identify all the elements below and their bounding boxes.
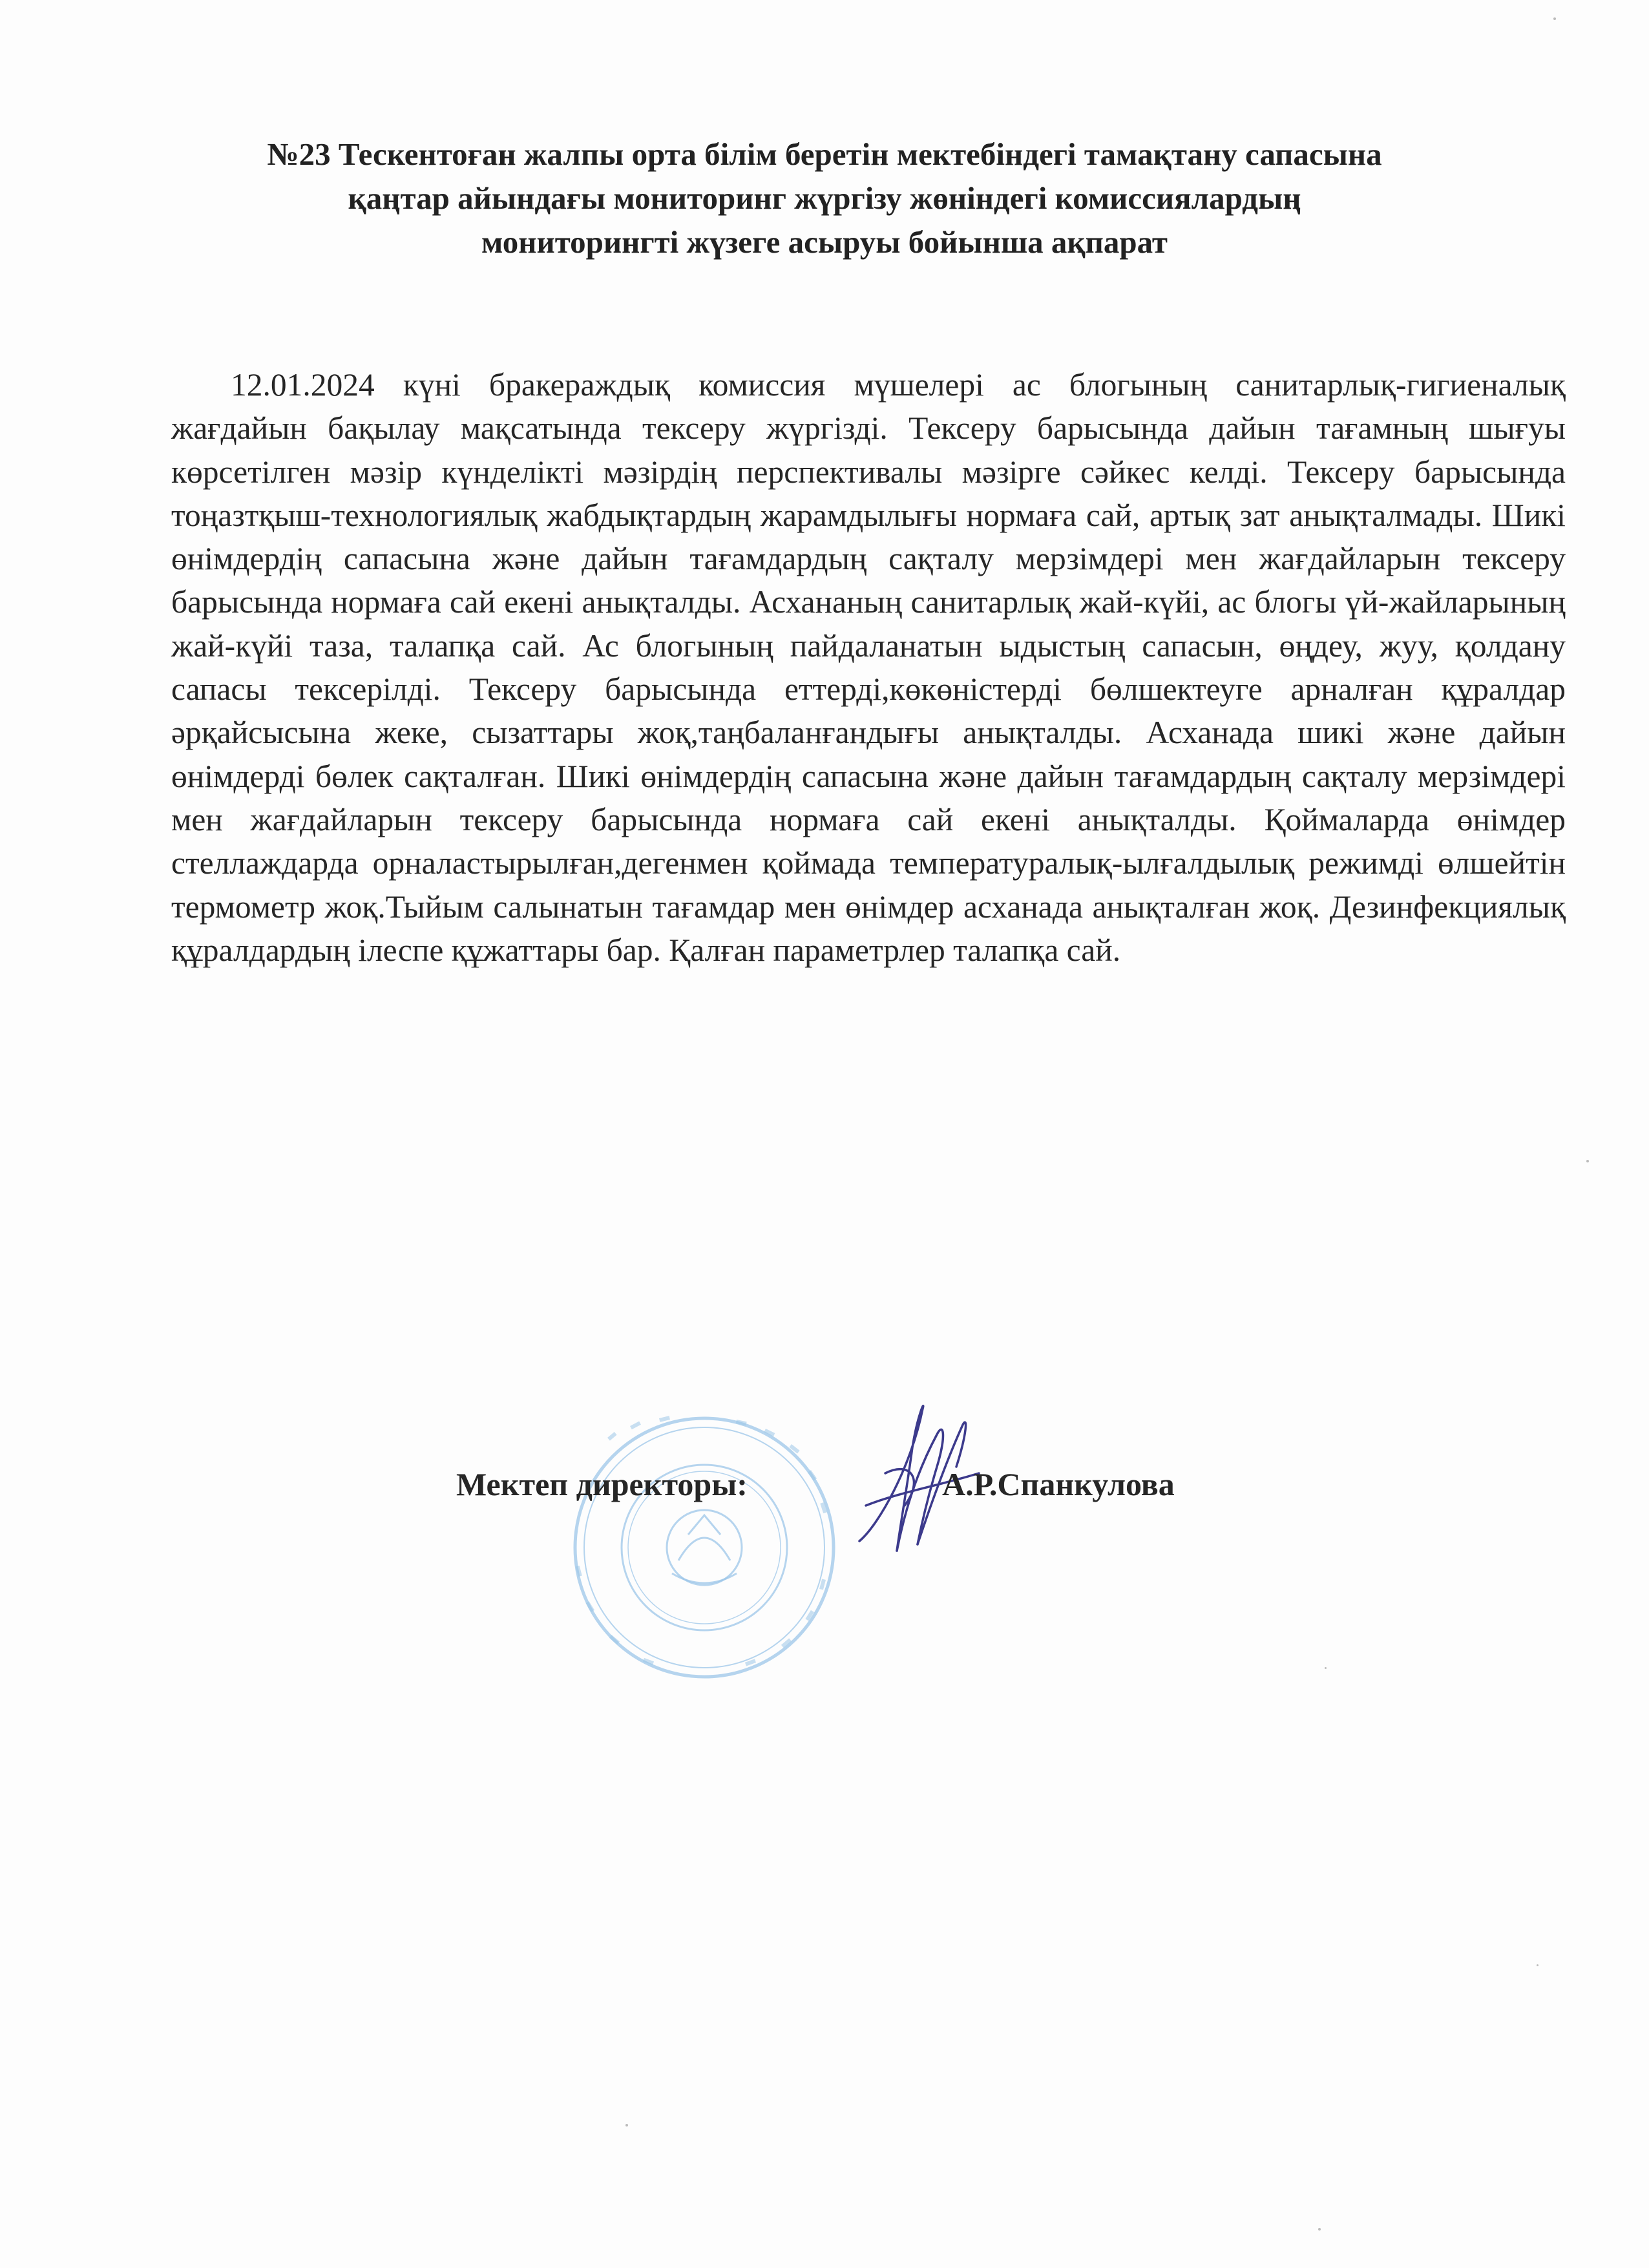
title-line-1: №23 Тескентоған жалпы орта білім беретін мектебіндегі тамақтану сапасына (267, 136, 1382, 172)
document-title (129, 132, 1520, 264)
scan-speck (1553, 17, 1556, 20)
scan-speck (1586, 1160, 1589, 1162)
scan-speck (1318, 2228, 1321, 2231)
signatory-role: Мектеп директоры: (456, 1466, 748, 1502)
scan-speck (1537, 1964, 1539, 1966)
title-line-3: мониторингті жүзеге асыруы бойынша ақпарат (481, 224, 1168, 260)
scan-speck (1325, 1667, 1327, 1669)
document-body: 12.01.2024 күні бракераждық комиссия мүшелері ас блогының санитарлық-гигиеналық жағдайын бақылау мақсатында тексеру жүргізді. Тексеру барысында дайын тағамның шығуы көрсетілген мәзір күнделікті мәзірдің перспективалы мәзірге сәйкес келді. Тексеру барысында тоңазтқыш-технологиялық жабдықтардың жарамдылығы нормаға сай, артық зат анықталмады. Шикі өнімдердің сапасына және дайын тағамдардың сақталу мерзімдері мен жағдайларын тексеру барысында нормаға сай екені анықталды. Асхананың санитарлық жай-күйі, ас блогы үй-жайларының жай-күйі таза, талапқа сай. Ас блогының пайдаланатын ыдыстың сапасын, өңдеу, жуу, қолдану сапасы тексерілді. Тексеру барысында еттерді,көкөністерді бөлшектеуге арналған құралдар әрқайсысына жеке, сызаттары жоқ,таңбаланғандығы анықталды. Асханада шикі және дайын өнімдерді бөлек сақталған. Шикі өнімдердің сапасына және дайын тағамдардың сақталу мерзімдері мен жағдайларын тексеру барысында нормаға сай екені анықталды. Қоймаларда өнімдер стеллаждарда орналастырылған,дегенмен қоймада температуралық-ылғалдылық режимді өлшейтін термометр жоқ.Тыйым салынатын тағамдар мен өнімдер асханада анықталған жоқ. Дезинфекциялық құралдардың ілеспе құжаттары бар. Қалған параметрлер талапқа сай. (171, 367, 1566, 968)
title-line-2: қаңтар айындағы мониторинг жүргізу жөніндегі комиссиялардың (348, 180, 1301, 216)
scan-speck (625, 2124, 628, 2126)
official-stamp (569, 1412, 840, 1683)
signatory-name: А.Р.Спанкулова (942, 1466, 1175, 1502)
